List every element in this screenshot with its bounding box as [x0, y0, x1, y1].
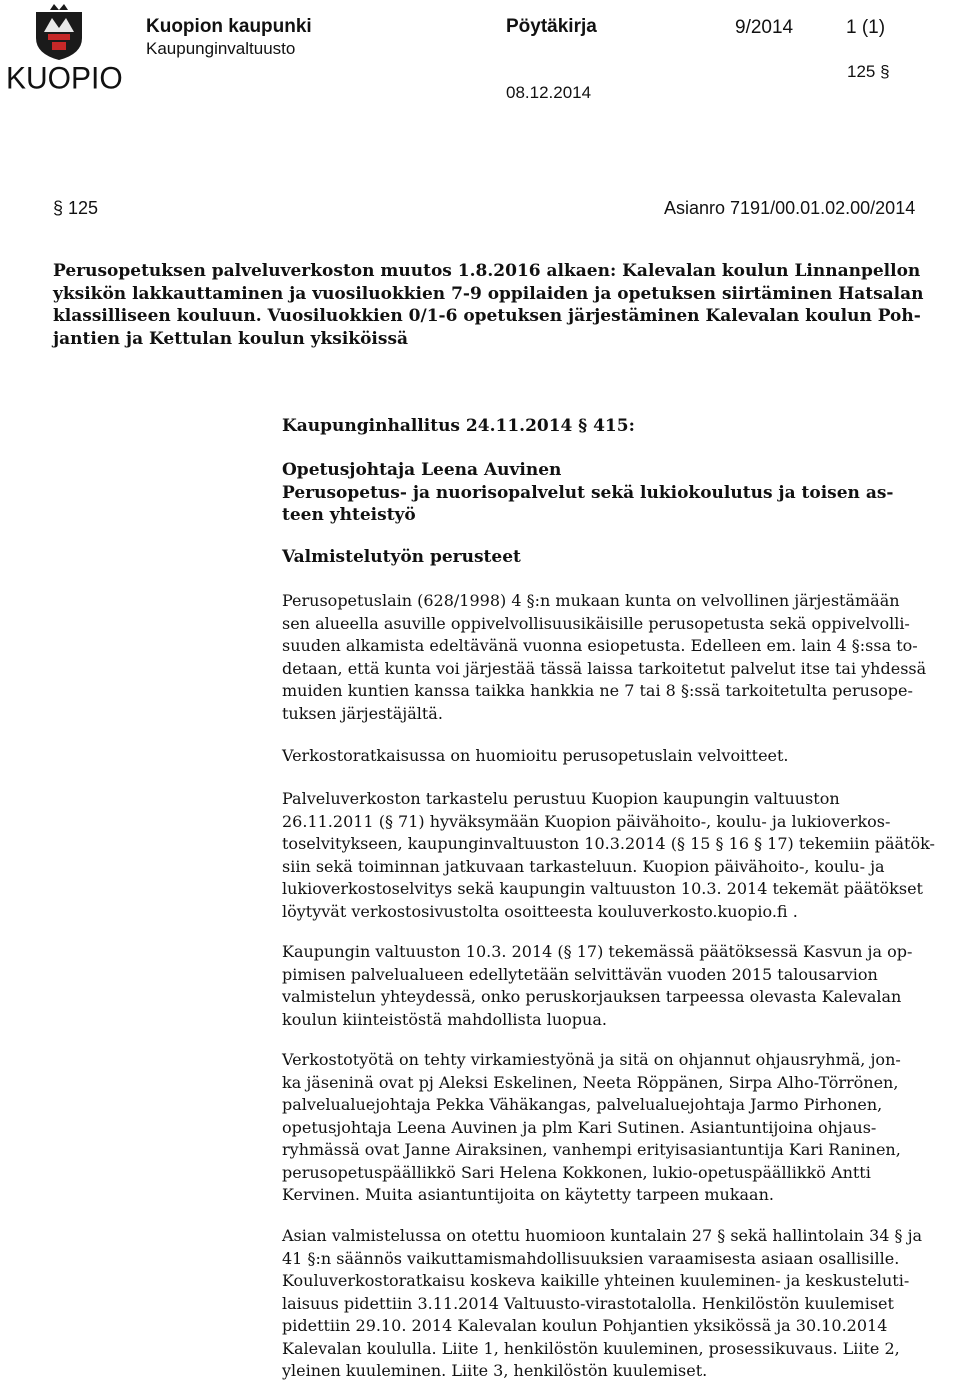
subheading: Valmistelutyön perusteet — [282, 547, 521, 567]
paragraph-line: pidettiin 29.10. 2014 Kalevalan koulun Pohjantien yksikössä ja 30.10.2014 — [282, 1316, 888, 1335]
paragraph-line: 26.11.2011 (§ 71) hyväksymään Kuopion päivähoito-, koulu- ja lukioverkos- — [282, 811, 891, 831]
paragraph-line: Kouluverkostoratkaisu koskeva kaikille yhteinen kuuleminen- ja keskusteluti- — [282, 1271, 910, 1290]
paragraph-line: palvelualuejohtaja Pekka Vähäkangas, palvelualuejohtaja Jarmo Pirhonen, — [282, 1095, 883, 1114]
paragraph-line: toselvitykseen, kaupunginvaltuuston 10.3.2014 (§ 15 § 16 § 17) tekemiin päätök- — [282, 834, 935, 853]
case-asianro: Asianro 7191/00.01.02.00/2014 — [664, 198, 916, 218]
paragraph — [282, 745, 944, 768]
page-number: 1 (1) — [846, 17, 886, 38]
city-name: Kuopion kaupunki — [146, 16, 312, 37]
paragraph-line: perusopetuspäällikkö Sari Helena Kokkonen, lukio-opetuspäällikkö Antti — [282, 1162, 871, 1182]
meeting-date: 08.12.2014 — [506, 83, 592, 102]
paragraph — [282, 1049, 944, 1207]
title-line: yksikön lakkauttaminen ja vuosiluokkien 7-9 oppilaiden ja opetuksen siirtäminen Hatsalan — [53, 283, 924, 304]
paragraph-line: lukioverkostoselvitys sekä kaupungin valtuuston 10.3. 2014 tekemät päätökset — [282, 879, 923, 898]
case-section: § 125 — [53, 198, 99, 218]
paragraph-line: Palveluverkoston tarkastelu perustuu Kuopion kaupungin valtuuston — [282, 789, 840, 808]
paragraph-line: ryhmässä ovat Janne Airaksinen, vanhempi erityisasiantuntija Kari Raninen, — [282, 1140, 901, 1159]
presenter-name: Opetusjohtaja Leena Auvinen — [282, 460, 562, 480]
paragraph-line: Perusopetuslain (628/1998) 4 §:n mukaan kunta on velvollinen järjestämään — [282, 591, 900, 610]
paragraph-line: 41 §:n säännös vaikuttamismahdollisuuksien varaamisesta asiaan osallisille. — [282, 1248, 900, 1268]
paragraph-line: detaan, että kunta voi järjestää tässä laissa tarkoitetut palvelut itse tai yhdessä — [282, 658, 927, 678]
coat-of-arms-icon — [24, 4, 94, 62]
section-number: 125 § — [847, 62, 890, 81]
paragraph — [282, 941, 944, 1031]
presenter-unit-cont: teen yhteistyö — [282, 505, 416, 525]
paragraph — [282, 788, 944, 923]
paragraph-line: siin sekä toiminnan jatkuvaan tarkasteluun. Kuopion päivähoito-, koulu- ja — [282, 856, 885, 876]
kuopio-logo — [2, 4, 123, 96]
title-line: klassilliseen kouluun. Vuosiluokkien 0/1-6 opetuksen järjestäminen Kalevalan koulun Poh- — [53, 306, 921, 326]
logo-wordmark: KUOPIO — [6, 61, 123, 96]
title-line: jantien ja Kettulan koulun yksiköissä — [53, 328, 409, 349]
paragraph-line: Kervinen. Muita asiantuntijoita on käytetty tarpeen mukaan. — [282, 1185, 774, 1204]
paragraph-line: Kalevalan koululla. Liite 1, henkilöstön kuuleminen, prosessikuvaus. Liite 2, — [282, 1338, 900, 1358]
council-name: Kaupunginvaltuusto — [146, 39, 296, 58]
paragraph-line: koulun kiinteistöstä mahdollista luopua. — [282, 1009, 607, 1029]
paragraph-line: ka jäseninä ovat pj Aleksi Eskelinen, Neeta Röppänen, Sirpa Alho-Törrönen, — [282, 1072, 899, 1092]
board-heading: Kaupunginhallitus 24.11.2014 § 415: — [282, 416, 635, 436]
presenter-block — [282, 459, 944, 527]
paragraph-line: Verkostoratkaisussa on huomioitu perusopetuslain velvoitteet. — [282, 746, 789, 765]
paragraph-line: valmistelun yhteydessä, onko peruskorjauksen tarpeessa olevasta Kalevalan — [282, 987, 902, 1006]
paragraph-line: Verkostotyötä on tehty virkamiestyönä ja sitä on ohjannut ohjausryhmä, jon- — [282, 1050, 901, 1069]
paragraph-line: Asian valmistelussa on otettu huomioon kuntalain 27 § sekä hallintolain 34 § ja — [282, 1226, 923, 1245]
decision-title — [53, 260, 943, 350]
paragraph-line: pimisen palvelualueen edellytetään selvittävän vuoden 2015 talousarvion — [282, 964, 878, 984]
paragraph-line: opetusjohtaja Leena Auvinen ja plm Kari Sutinen. Asiantuntijoina ohjaus- — [282, 1117, 877, 1137]
title-line: Perusopetuksen palveluverkoston muutos 1.8.2016 alkaen: Kalevalan koulun Linnanpellon — [53, 261, 921, 281]
paragraph-line: tuksen järjestäjältä. — [282, 703, 443, 723]
doc-number: 9/2014 — [735, 17, 794, 38]
doc-type: Pöytäkirja — [506, 16, 597, 37]
paragraph-line: muiden kuntien kanssa taikka hankkia ne 7 tai 8 §:ssä tarkoitetulta perusope- — [282, 681, 913, 700]
paragraph-line: löytyvät verkostosivustolta osoitteesta kouluverkosto.kuopio.fi . — [282, 901, 798, 921]
paragraph — [282, 590, 944, 725]
paragraph — [282, 1225, 944, 1383]
paragraph-line: yleinen kuuleminen. Liite 3, henkilöstön kuulemiset. — [282, 1361, 708, 1380]
presenter-unit: Perusopetus- ja nuorisopalvelut sekä lukiokoulutus ja toisen as- — [282, 482, 894, 503]
paragraph-line: Kaupungin valtuuston 10.3. 2014 (§ 17) tekemässä päätöksessä Kasvun ja op- — [282, 942, 913, 961]
paragraph-line: sen alueella asuville oppivelvollisuusikäisille perusopetusta sekä oppivelvolli- — [282, 613, 910, 633]
paragraph-line: laisuus pidettiin 3.11.2014 Valtuusto-virastotalolla. Henkilöstön kuulemiset — [282, 1293, 894, 1313]
paragraph-line: suuden alkamista edeltävänä vuonna esiopetusta. Edelleen em. lain 4 §:ssa to- — [282, 636, 918, 655]
